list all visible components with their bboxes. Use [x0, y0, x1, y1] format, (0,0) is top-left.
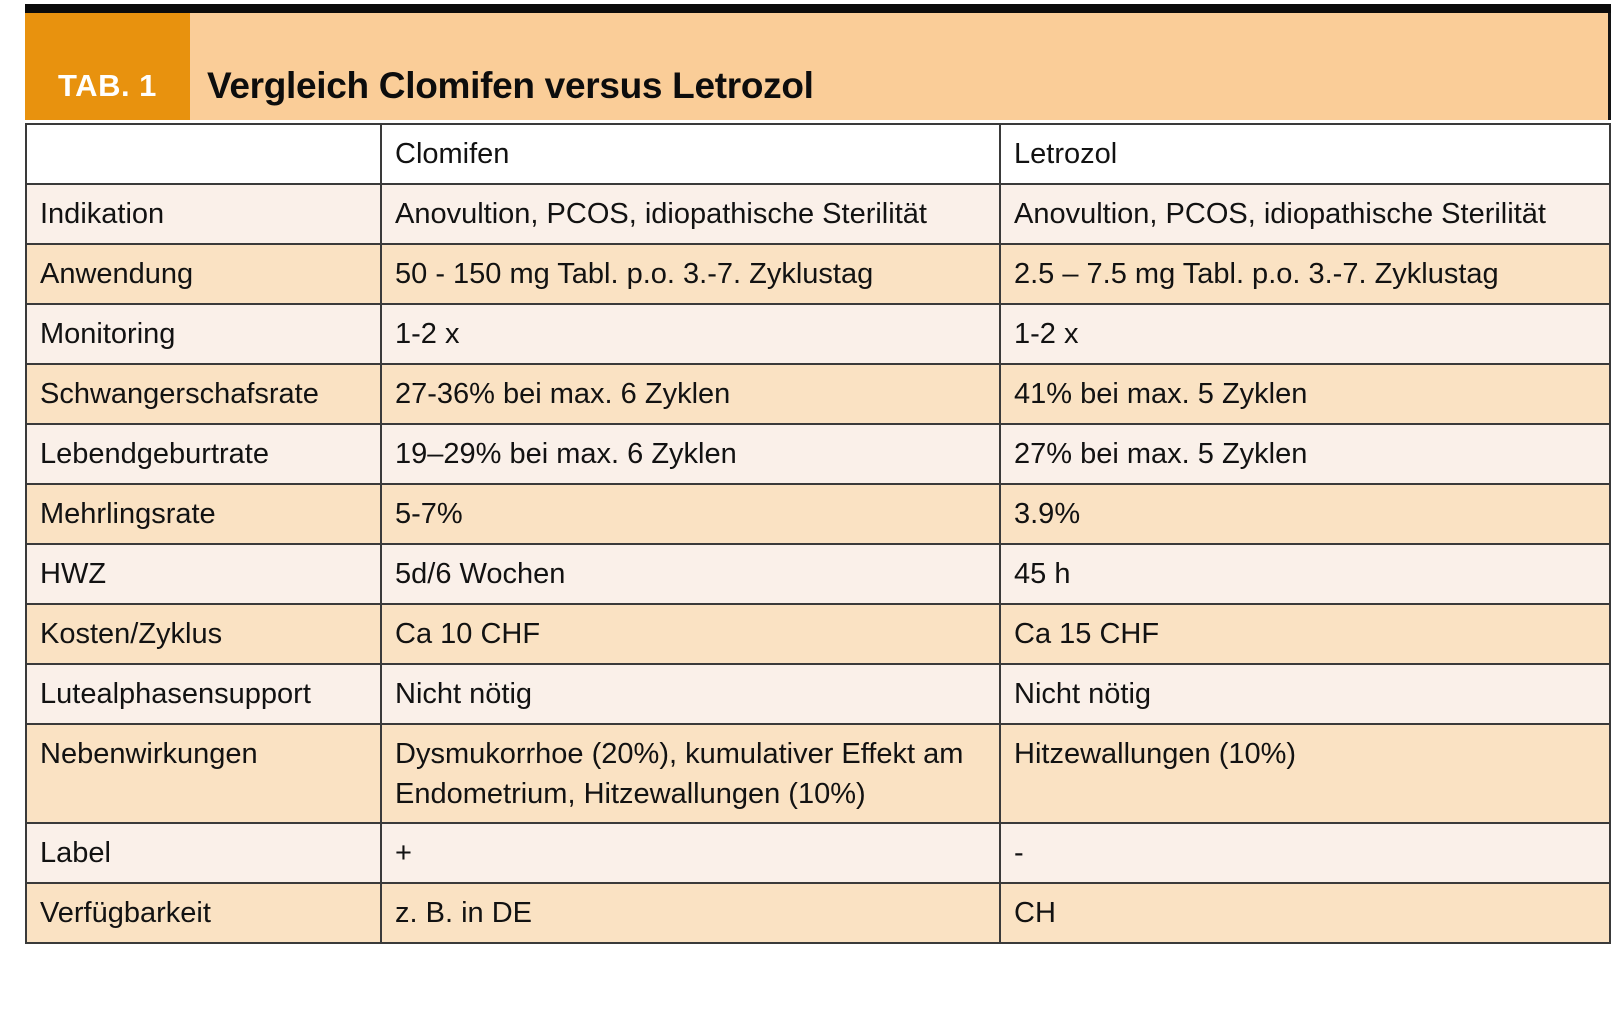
row-label: Anwendung — [26, 244, 381, 304]
cell-clomifen: 1-2 x — [381, 304, 1000, 364]
cell-clomifen: Nicht nötig — [381, 664, 1000, 724]
cell-clomifen: 5d/6 Wochen — [381, 544, 1000, 604]
row-label: Label — [26, 823, 381, 883]
tab-number-label: TAB. 1 — [58, 68, 157, 103]
figure-title: Vergleich Clomifen versus Letrozol — [207, 65, 814, 106]
column-header-letrozol: Letrozol — [1000, 124, 1610, 184]
cell-letrozol: 41% bei max. 5 Zyklen — [1000, 364, 1610, 424]
cell-clomifen: Ca 10 CHF — [381, 604, 1000, 664]
cell-letrozol: Hitzewallungen (10%) — [1000, 724, 1610, 823]
cell-letrozol: - — [1000, 823, 1610, 883]
table-row — [26, 883, 1610, 943]
cell-letrozol: Nicht nötig — [1000, 664, 1610, 724]
cell-clomifen: Anovultion, PCOS, idiopathische Sterilität — [381, 184, 1000, 244]
row-label: Monitoring — [26, 304, 381, 364]
cell-letrozol: Ca 15 CHF — [1000, 604, 1610, 664]
row-label: Lebendgeburtrate — [26, 424, 381, 484]
row-label: Indikation — [26, 184, 381, 244]
row-label: Schwangerschafsrate — [26, 364, 381, 424]
cell-clomifen: + — [381, 823, 1000, 883]
cell-clomifen: 27-36% bei max. 6 Zyklen — [381, 364, 1000, 424]
table-row — [26, 604, 1610, 664]
column-header-clomifen: Clomifen — [381, 124, 1000, 184]
cell-clomifen: 19–29% bei max. 6 Zyklen — [381, 424, 1000, 484]
table-row — [26, 724, 1610, 823]
table-row — [26, 244, 1610, 304]
column-header-empty — [26, 124, 381, 184]
table-row — [26, 544, 1610, 604]
table-row — [26, 184, 1610, 244]
row-label: Mehrlingsrate — [26, 484, 381, 544]
tab-number-badge — [25, 13, 190, 120]
table-figure — [25, 4, 1611, 944]
cell-clomifen: z. B. in DE — [381, 883, 1000, 943]
cell-clomifen: Dysmukorrhoe (20%), kumulativer Effekt am Endometrium, Hitzewallungen (10%) — [381, 724, 1000, 823]
cell-letrozol: 45 h — [1000, 544, 1610, 604]
comparison-table — [25, 123, 1611, 944]
table-row — [26, 424, 1610, 484]
cell-letrozol: CH — [1000, 883, 1610, 943]
figure-header — [25, 13, 1611, 120]
cell-letrozol: Anovultion, PCOS, idiopathische Sterilität — [1000, 184, 1610, 244]
table-header-row — [26, 124, 1610, 184]
cell-letrozol: 3.9% — [1000, 484, 1610, 544]
table-row — [26, 364, 1610, 424]
cell-letrozol: 2.5 – 7.5 mg Tabl. p.o. 3.-7. Zyklustag — [1000, 244, 1610, 304]
table-row — [26, 823, 1610, 883]
table-row — [26, 304, 1610, 364]
row-label: HWZ — [26, 544, 381, 604]
row-label: Nebenwirkungen — [26, 724, 381, 823]
row-label: Verfügbarkeit — [26, 883, 381, 943]
table-row — [26, 484, 1610, 544]
cell-clomifen: 5-7% — [381, 484, 1000, 544]
cell-letrozol: 27% bei max. 5 Zyklen — [1000, 424, 1610, 484]
cell-letrozol: 1-2 x — [1000, 304, 1610, 364]
top-rule — [25, 4, 1611, 13]
table-row — [26, 664, 1610, 724]
row-label: Kosten/Zyklus — [26, 604, 381, 664]
cell-clomifen: 50 - 150 mg Tabl. p.o. 3.-7. Zyklustag — [381, 244, 1000, 304]
row-label: Lutealphasensupport — [26, 664, 381, 724]
